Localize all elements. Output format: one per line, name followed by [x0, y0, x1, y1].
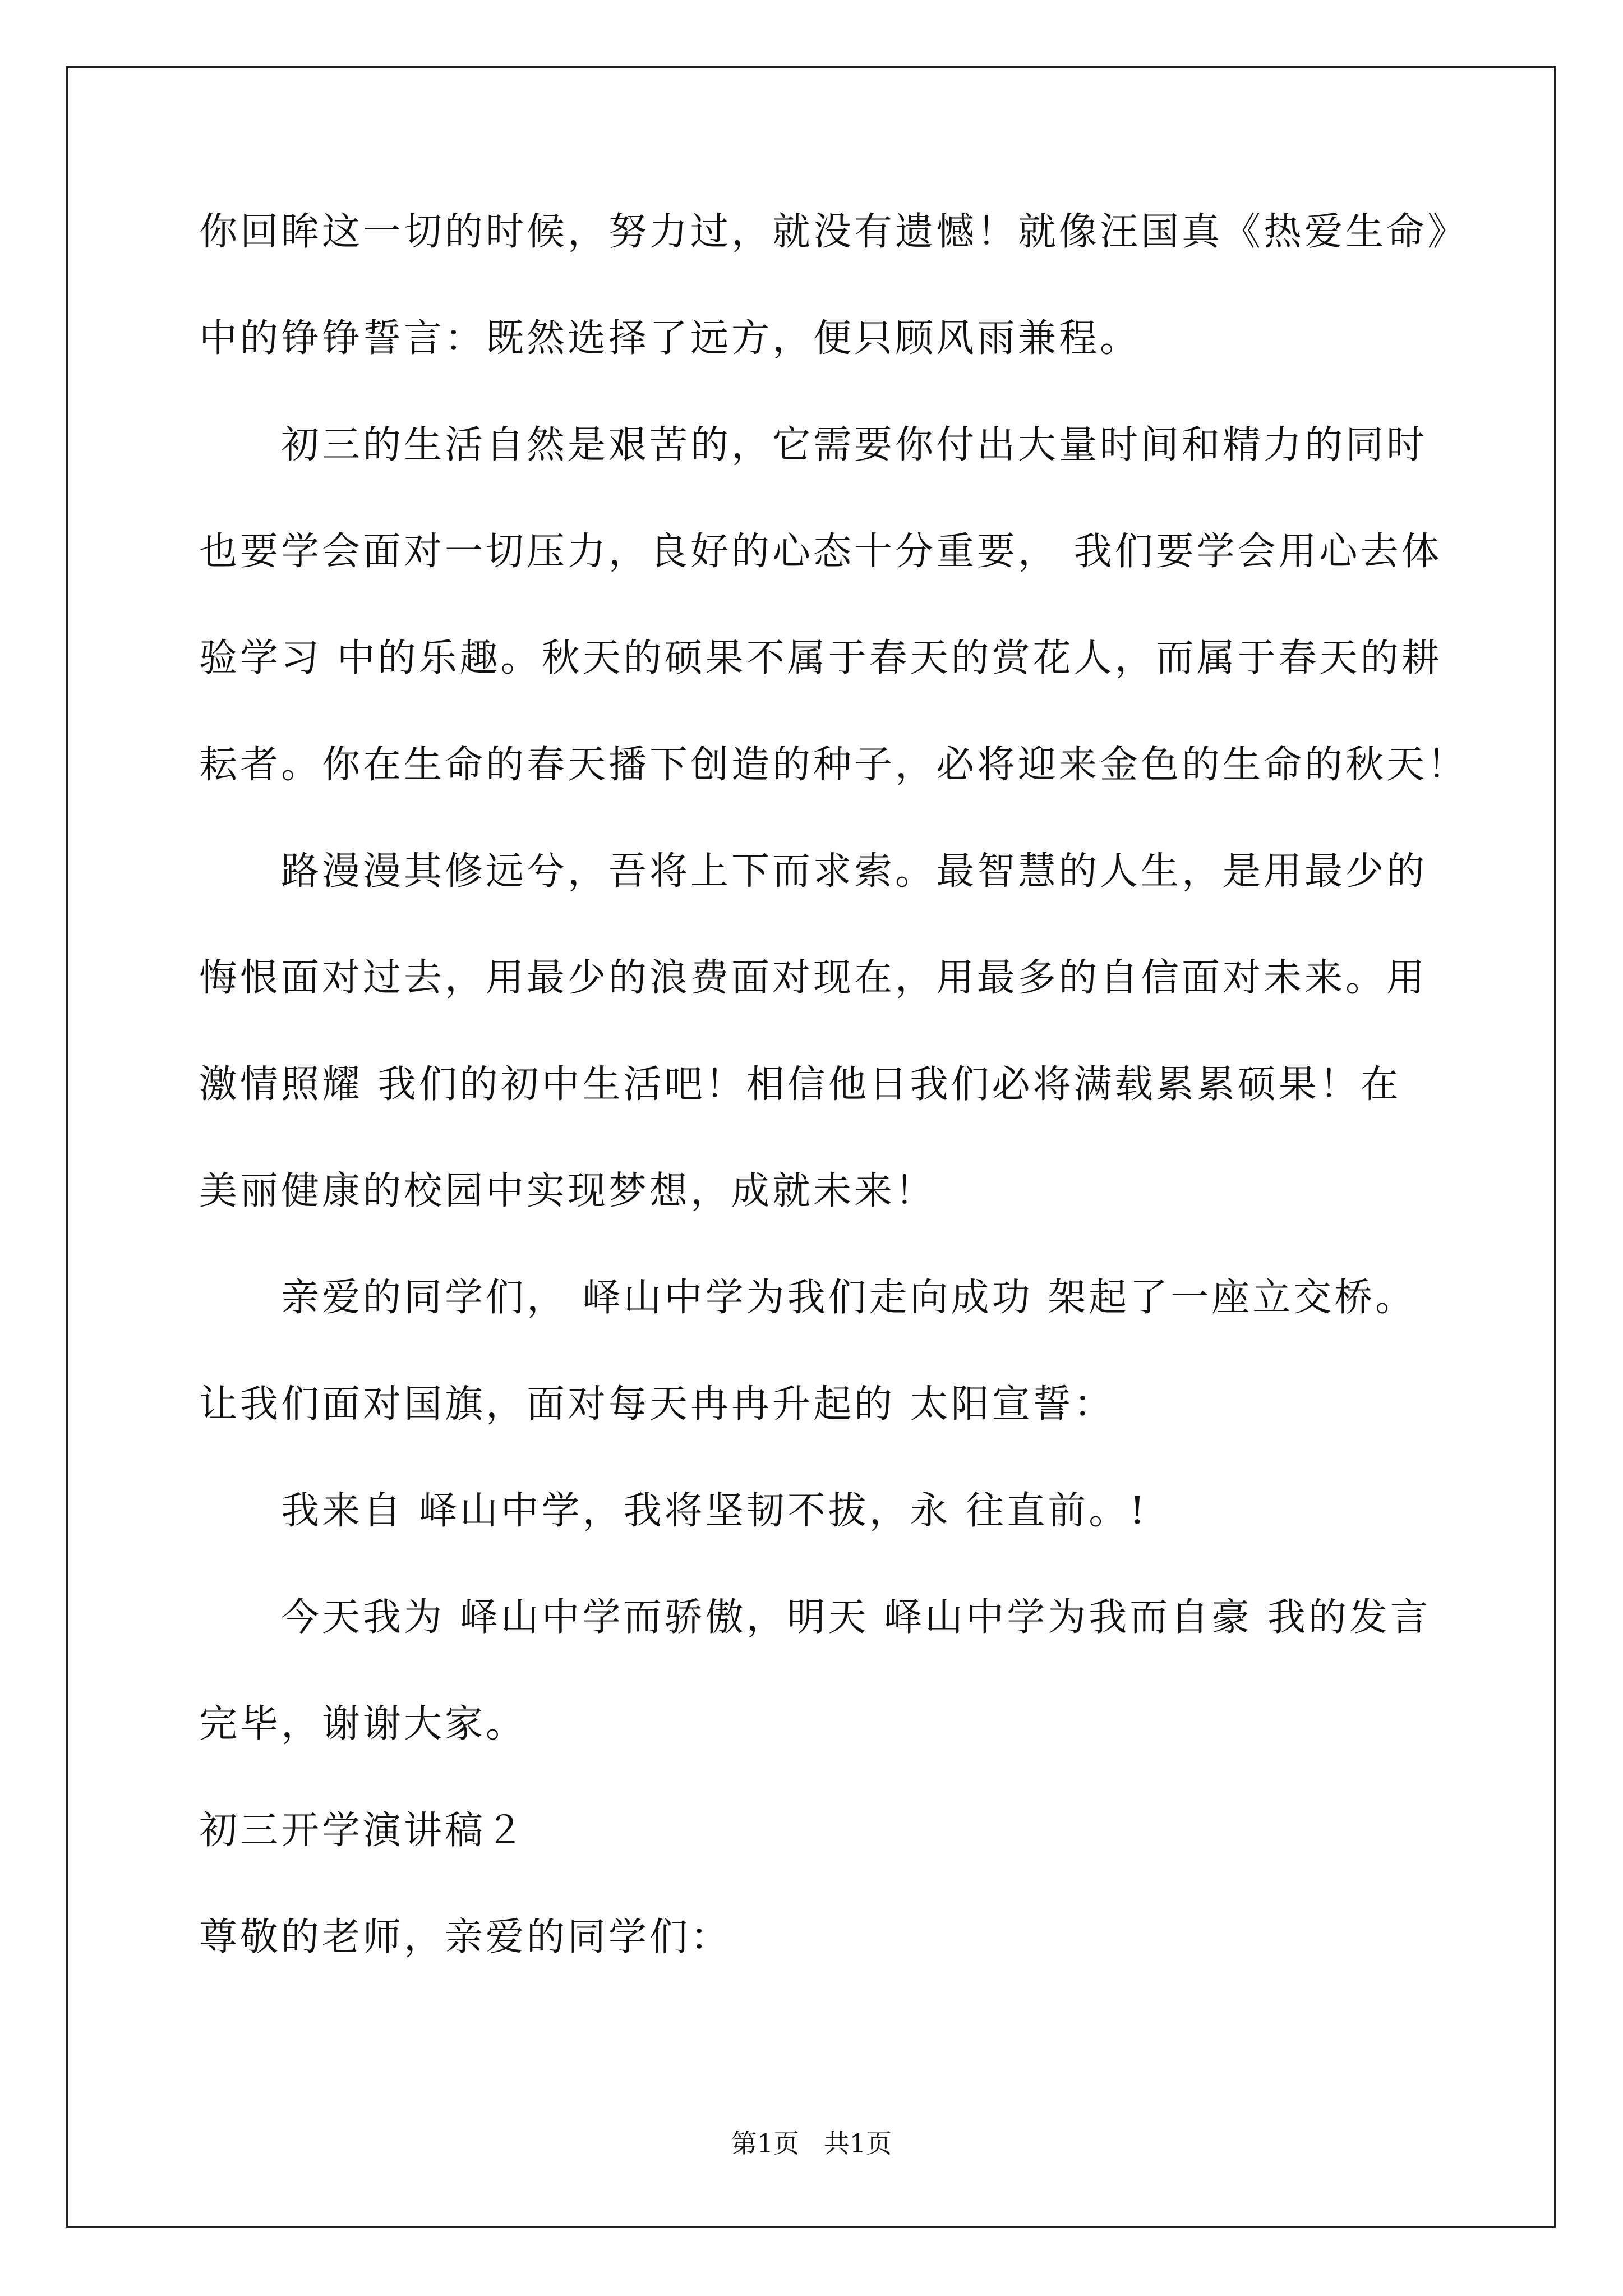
text-line-14: 今天我为 峄山中学而骄傲，明天 峄山中学为我而自豪 我的发言 [281, 1595, 1431, 1640]
salutation-line: 尊敬的老师，亲爱的同学们： [199, 1915, 732, 1959]
text-line-11: 亲爱的同学们， 峄山中学为我们走向成功 架起了一座立交桥。 [281, 1276, 1417, 1320]
section-heading: 初三开学演讲稿２ [199, 1809, 527, 1853]
text-line-7: 路漫漫其修远兮，吾将上下而求索。最智慧的人生，是用最少的 [281, 849, 1428, 894]
text-line-4: 也要学会面对一切压力，良好的心态十分重要， 我们要学会用心去体 [199, 530, 1442, 574]
text-line-2: 中的铮铮誓言：既然选择了远方，便只顾风雨兼程。 [199, 316, 1141, 361]
document-body [199, 210, 1469, 2025]
text-line-3: 初三的生活自然是艰苦的，它需要你付出大量时间和精力的同时 [281, 423, 1428, 467]
text-line-6: 耘者。你在生命的春天播下创造的种子，必将迎来金色的生命的秋天！ [199, 743, 1469, 787]
text-line-1: 你回眸这一切的时候，努力过，就没有遗憾！就像汪国真《热爱生命》 [199, 210, 1469, 254]
text-line-9: 激情照耀 我们的初中生活吧！相信他日我们必将满载累累硕果！在 [199, 1062, 1401, 1107]
text-line-10: 美丽健康的校园中实现梦想，成就未来！ [199, 1169, 937, 1213]
page-footer: 第1页 共1页 [731, 2128, 892, 2159]
text-line-15: 完毕，谢谢大家。 [199, 1702, 527, 1746]
text-line-13: 我来自 峄山中学，我将坚韧不拔，永 往直前。! [281, 1489, 1148, 1533]
text-line-8: 悔恨面对过去，用最少的浪费面对现在，用最多的自信面对未来。用 [199, 956, 1428, 1000]
text-line-12: 让我们面对国旗，面对每天冉冉升起的 太阳宣誓： [199, 1382, 1115, 1427]
text-line-5: 验学习 中的乐趣。秋天的硕果不属于春天的赏花人，而属于春天的耕 [199, 636, 1442, 680]
